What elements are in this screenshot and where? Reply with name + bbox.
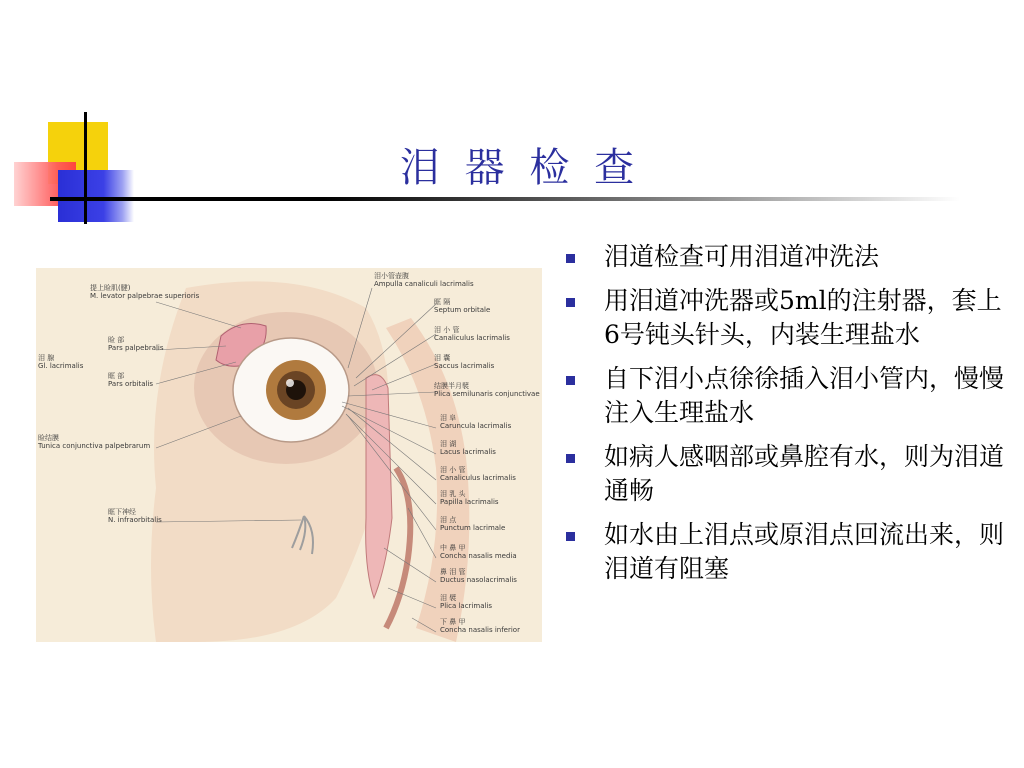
label-punctum: 泪 点 Punctum lacrimale (440, 516, 506, 532)
bullet-item (566, 240, 1006, 274)
label-ampulla: 泪小管壶腹 Ampulla canaliculi lacrimalis (374, 272, 474, 288)
label-pars-palpebralis: 睑 部 Pars palpebralis (108, 336, 164, 352)
label-septum-orbitale: 眶 隔 Septum orbitale (434, 298, 491, 314)
label-concha-inferior: 下 鼻 甲 Concha nasalis inferior (440, 618, 520, 634)
label-concha-media: 中 鼻 甲 Concha nasalis media (440, 544, 517, 560)
label-plica-lacrimalis: 泪 襞 Plica lacrimalis (440, 594, 493, 610)
bullet-item (566, 440, 1006, 508)
decorative-blue-square (58, 170, 134, 222)
bullet-list (566, 240, 1006, 596)
slide-title: 泪 器 检 查 (399, 145, 641, 191)
lacrimal-anatomy-figure (36, 268, 542, 642)
label-canaliculus-upper: 泪 小 管 Canaliculus lacrimalis (434, 326, 510, 342)
label-levator-muscle: 提上睑肌(腱) M. levator palpebrae superioris (90, 284, 200, 300)
label-canaliculus-lower: 泪 小 管 Canaliculus lacrimalis (440, 466, 516, 482)
label-lacus: 泪 湖 Lacus lacrimalis (440, 440, 496, 456)
square-bullet-icon (566, 532, 575, 541)
bullet-item (566, 362, 1006, 430)
label-saccus-lacrimalis: 泪 囊 Saccus lacrimalis (434, 354, 495, 370)
bullet-text: 如水由上泪点或原泪点回流出来，则泪道有阻塞 (604, 520, 1005, 583)
label-infraorbital-nerve: 眶下神经 N. infraorbitalis (108, 508, 162, 524)
label-plica-semilunaris: 结膜半月襞 Plica semilunaris conjunctivae (434, 382, 540, 398)
bullet-item (566, 518, 1006, 586)
title-underline (50, 197, 960, 201)
label-lacrimal-gland: 泪 腺 Gl. lacrimalis (38, 354, 84, 370)
square-bullet-icon (566, 254, 575, 263)
bullet-item (566, 284, 1006, 352)
square-bullet-icon (566, 298, 575, 307)
bullet-text: 自下泪小点徐徐插入泪小管内，慢慢注入生理盐水 (604, 364, 1005, 427)
square-bullet-icon (566, 454, 575, 463)
label-ductus-nasolacrimalis: 鼻 泪 管 Ductus nasolacrimalis (440, 568, 517, 584)
label-caruncula: 泪 阜 Caruncula lacrimalis (440, 414, 512, 430)
label-tunica-conjunctiva: 睑结膜 Tunica conjunctiva palpebrarum (38, 434, 151, 450)
bullet-text: 用泪道冲洗器或5ml的注射器，套上6号钝头针头，内装生理盐水 (604, 286, 1002, 349)
bullet-text: 泪道检查可用泪道冲洗法 (604, 242, 880, 271)
label-papilla: 泪 乳 头 Papilla lacrimalis (440, 490, 499, 506)
bullet-text: 如病人感咽部或鼻腔有水，则为泪道通畅 (604, 442, 1005, 505)
square-bullet-icon (566, 376, 575, 385)
decorative-vertical-line (84, 112, 87, 224)
label-pars-orbitalis: 眶 部 Pars orbitalis (108, 372, 154, 388)
